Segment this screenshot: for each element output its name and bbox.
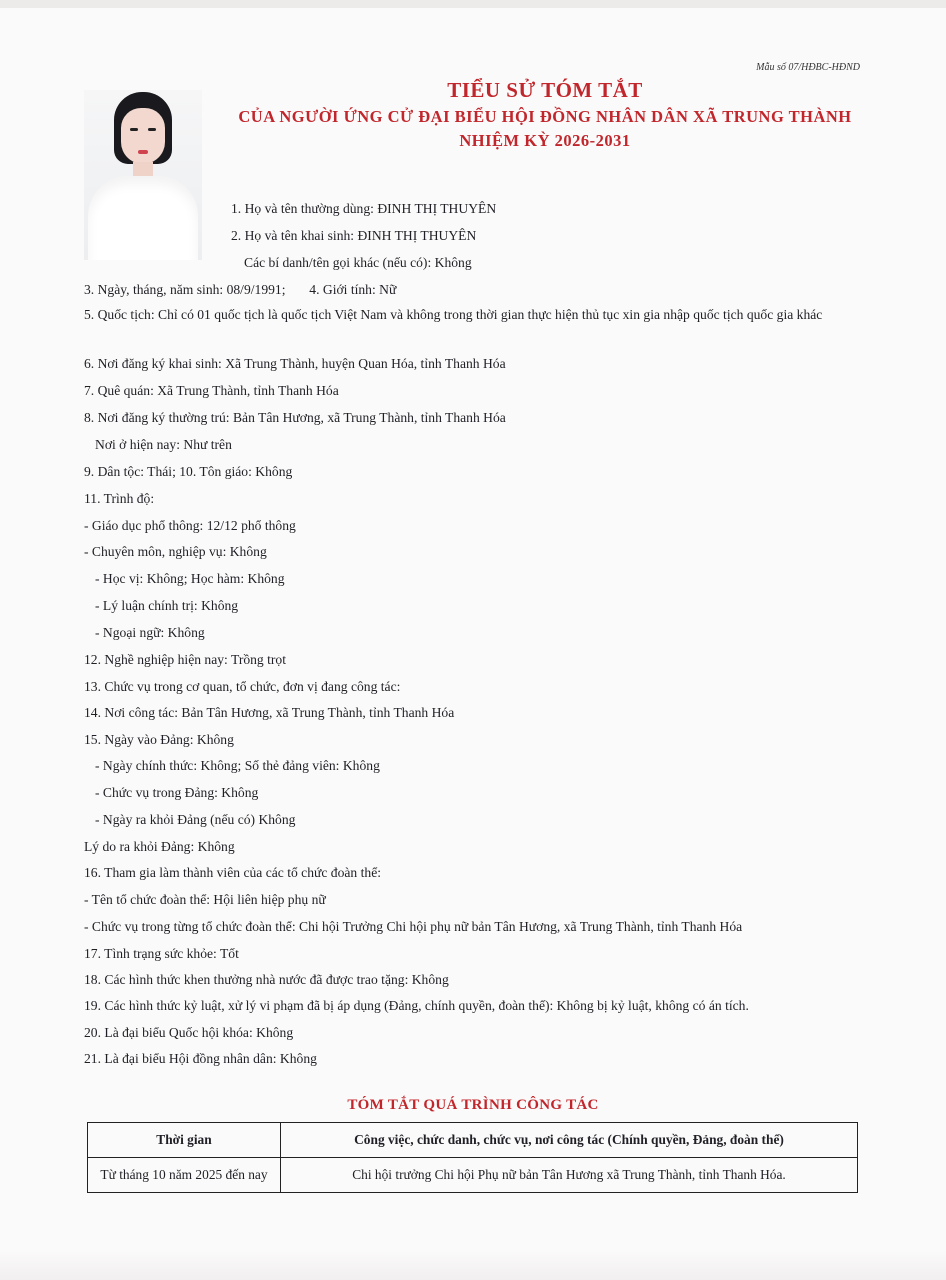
scan-edge [0,0,946,8]
form-number: Mẫu số 07/HĐBC-HĐND [756,62,860,73]
field-party-join-date: 15. Ngày vào Đảng: Không [84,732,234,747]
field-general-education: - Giáo dục phổ thông: 12/12 phổ thông [84,518,296,533]
field-awards: 18. Các hình thức khen thưởng nhà nước đã được trao tặng: Không [84,972,449,987]
field-education-heading: 11. Trình độ: [84,491,155,506]
field-party-leave-reason: Lý do ra khỏi Đảng: Không [84,839,235,854]
field-party-position: - Chức vụ trong Đảng: Không [95,785,259,800]
document-subtitle: CỦA NGƯỜI ỨNG CỬ ĐẠI BIỂU HỘI ĐỒNG NHÂN DÂN XÃ TRUNG THÀNH [238,107,852,126]
field-nationality: 5. Quốc tịch: Chỉ có 01 quốc tịch là quốc tịch Việt Nam và không trong thời gian thực hiện thủ tục xin gia nhập quốc tịch quốc gia khác [84,307,823,322]
field-discipline: 19. Các hình thức kỷ luật, xử lý vi phạm đã bị áp dụng (Đảng, chính quyền, đoàn thể): Không bị kỷ luật, không có án tích. [84,998,749,1013]
field-common-name: 1. Họ và tên thường dùng: ĐINH THỊ THUYÊN [231,201,497,216]
candidate-photo [84,90,202,260]
work-summary-table [87,1122,858,1193]
document-term: NHIỆM KỲ 2026-2031 [459,131,631,150]
scan-bottom-edge [0,1250,946,1280]
work-summary-title: TÓM TẮT QUÁ TRÌNH CÔNG TÁC [347,1097,599,1113]
field-party-leave-date: - Ngày ra khỏi Đảng (nếu có) Không [95,812,296,827]
field-birth-registration: 6. Nơi đăng ký khai sinh: Xã Trung Thành, huyện Quan Hóa, tỉnh Thanh Hóa [84,356,506,371]
column-header-work: Công việc, chức danh, chức vụ, nơi công tác (Chính quyền, Đảng, đoàn thể) [281,1123,858,1158]
field-occupation: 12. Nghề nghiệp hiện nay: Trồng trọt [84,652,287,667]
table-header-row [88,1123,858,1158]
field-organization-role: - Chức vụ trong từng tổ chức đoàn thể: Chi hội Trưởng Chi hội phụ nữ bản Tân Hương, xã Trung Thành, tỉnh Thanh Hóa [84,919,743,934]
field-organization-name: - Tên tổ chức đoàn thể: Hội liên hiệp phụ nữ [84,892,326,907]
column-header-time: Thời gian [88,1123,281,1158]
field-position: 13. Chức vụ trong cơ quan, tổ chức, đơn vị đang công tác: [84,679,401,694]
field-permanent-residence: 8. Nơi đăng ký thường trú: Bản Tân Hương, xã Trung Thành, tỉnh Thanh Hóa [84,410,506,425]
table-row [88,1158,858,1193]
field-party-official-date: - Ngày chính thức: Không; Số thẻ đảng viên: Không [95,758,380,773]
field-national-assembly: 20. Là đại biểu Quốc hội khóa: Không [84,1025,294,1040]
field-current-residence: Nơi ở hiện nay: Như trên [95,437,232,452]
field-degree: - Học vị: Không; Học hàm: Không [95,571,285,586]
field-aliases: Các bí danh/tên gọi khác (nếu có): Không [244,255,472,270]
field-political-theory: - Lý luận chính trị: Không [95,598,239,613]
table-cell-work: Chi hội trưởng Chi hội Phụ nữ bản Tân Hương xã Trung Thành, tỉnh Thanh Hóa. [281,1158,858,1193]
field-ethnicity-religion: 9. Dân tộc: Thái; 10. Tôn giáo: Không [84,464,293,479]
field-workplace: 14. Nơi công tác: Bản Tân Hương, xã Trung Thành, tỉnh Thanh Hóa [84,705,455,720]
field-specialty: - Chuyên môn, nghiệp vụ: Không [84,544,267,559]
document-title: TIỂU SỬ TÓM TẮT [447,78,643,102]
field-organizations: 16. Tham gia làm thành viên của các tổ chức đoàn thể: [84,865,382,880]
field-peoples-council: 21. Là đại biểu Hội đồng nhân dân: Không [84,1051,317,1066]
field-birthdate-gender: 3. Ngày, tháng, năm sinh: 08/9/1991; 4. Giới tính: Nữ [84,282,397,297]
table-cell-time: Từ tháng 10 năm 2025 đến nay [88,1158,281,1193]
field-hometown: 7. Quê quán: Xã Trung Thành, tỉnh Thanh Hóa [84,383,339,398]
field-birth-name: 2. Họ và tên khai sinh: ĐINH THỊ THUYÊN [231,228,477,243]
field-health: 17. Tình trạng sức khỏe: Tốt [84,946,239,961]
field-foreign-language: - Ngoại ngữ: Không [95,625,205,640]
